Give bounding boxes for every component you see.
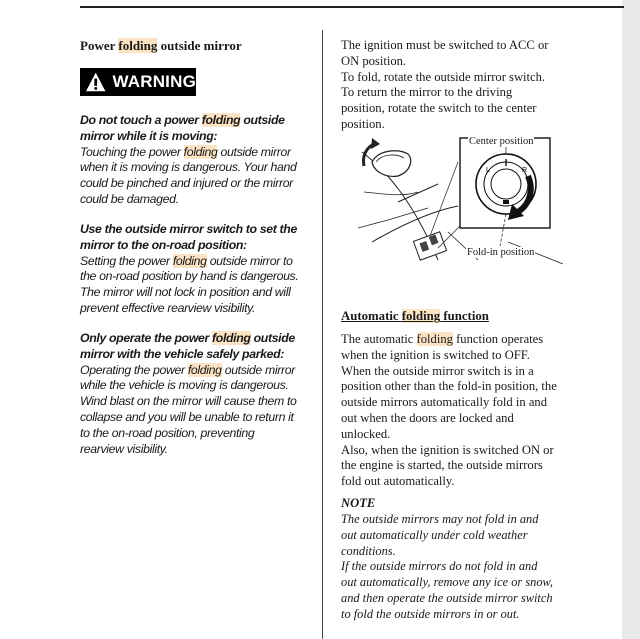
- automatic-folding-heading: Automatic folding function: [341, 309, 489, 323]
- instruction-text: The ignition must be switched to ACC or ON position. To fold, rotate the outside mirror switch. To return the mirror to the driving position, rotate the switch to the center position.: [341, 38, 549, 131]
- page-edge-shadow: [622, 0, 640, 639]
- column-divider: [322, 30, 323, 639]
- svg-text:L: L: [486, 167, 490, 174]
- warning-banner: [80, 68, 196, 96]
- note-text: The outside mirrors may not fold in and out automatically under cold weather conditions. If the outside mirrors do not fold in and out automatically, remove any ice or snow, and then operate the outside mirror switch to fold the outside mirrors in or out.: [341, 512, 553, 621]
- mirror-switch-illustration: [358, 132, 570, 268]
- warning-item-switch: Use the outside mirror switch to set the mirror to the on-road position: Setting the power folding outside mirror to the on-road position by hand is dangerous. The mirror will not lock in position and will prevent effective rearview visibility.: [80, 222, 299, 315]
- top-rule: [80, 6, 624, 8]
- warning-label: WARNING: [112, 72, 196, 91]
- warning-item-touch: Do not touch a power folding outside mirror while it is moving: Touching the power folding outside mirror when it is moving is dangerous. Your hand could be pinched and injured or the mirror could be damaged.: [80, 113, 297, 206]
- door-switch-drawing: [358, 132, 570, 268]
- fold-in-position-label: Fold-in position: [467, 247, 535, 258]
- warning-icon: [85, 71, 106, 93]
- section-title: Power folding outside mirror: [80, 38, 242, 53]
- center-position-label: Center position: [469, 136, 534, 147]
- automatic-folding-text: The automatic folding function operates when the ignition is switched to OFF. When the outside mirror switch is in a position other than the fold-in position, the outside mirrors automatically fold in and out when the doors are locked and unlocked. Also, when the ignition is switched ON or the engine is started, the outside mirrors fold out automatically.: [341, 332, 557, 489]
- warning-item-parked: Only operate the power folding outside mirror with the vehicle safely parked: Operating the power folding outside mirror while the vehicle is moving is dangerous. Wind blast on the mirror will cause them to collapse and you will be unable to return it to the on-road position, preventing rearview visibility.: [80, 331, 297, 456]
- svg-text:R: R: [522, 167, 528, 174]
- note-heading: NOTE: [341, 496, 376, 510]
